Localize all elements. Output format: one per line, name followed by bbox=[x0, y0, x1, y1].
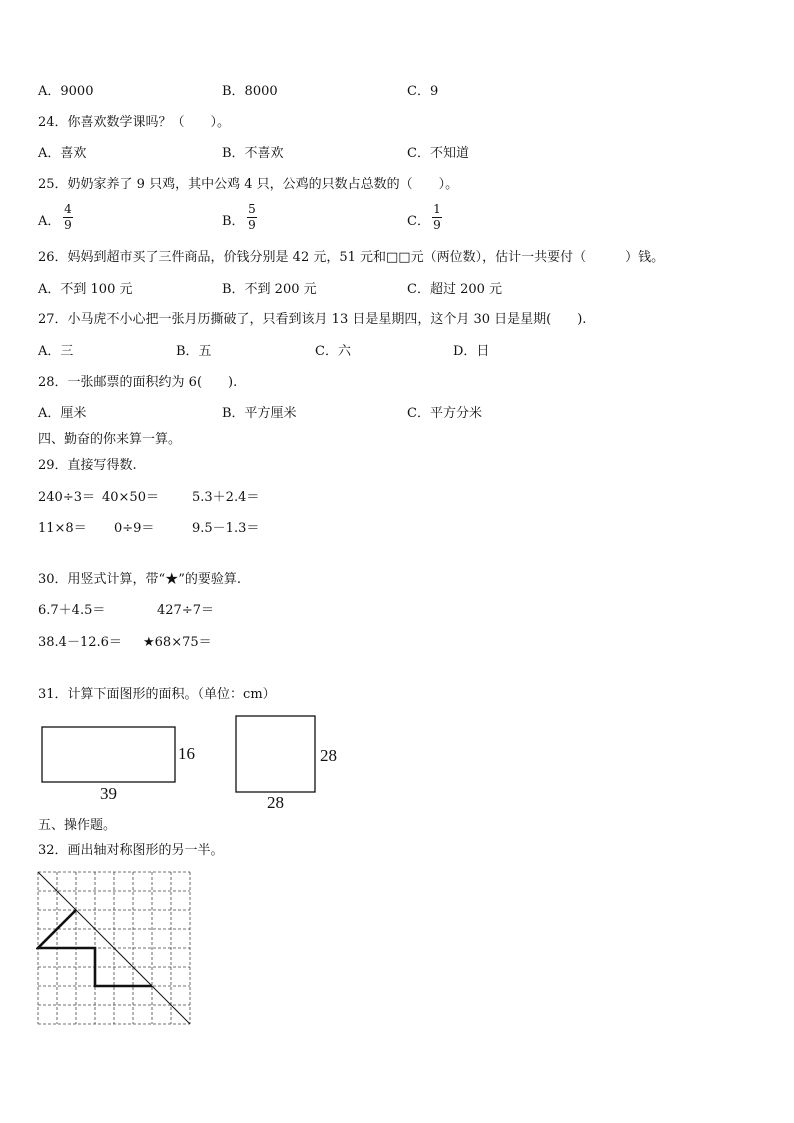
q28-option-a: A．厘米 bbox=[38, 406, 87, 421]
q27-option-c: C．六 bbox=[315, 344, 351, 359]
q31-square-height-label: 28 bbox=[320, 746, 337, 765]
q31-rectangle-figure bbox=[40, 726, 180, 786]
section-5-heading: 五、操作题。 bbox=[38, 818, 117, 833]
q27-option-b: B．五 bbox=[176, 344, 212, 359]
q25-option-a-fraction bbox=[63, 203, 73, 232]
denominator: 9 bbox=[64, 218, 72, 232]
q25-stem: 25．奶奶家养了 9 只鸡，其中公鸡 4 只，公鸡的只数占总数的（ ）。 bbox=[38, 177, 459, 192]
q26-option-a: A．不到 100 元 bbox=[38, 282, 133, 297]
q31-rectangle-width-label: 39 bbox=[100, 784, 117, 803]
q23-option-c: C．9 bbox=[407, 84, 439, 99]
q29-stem: 29．直接写得数. bbox=[38, 458, 137, 473]
q29-item-2: 40×50＝ bbox=[102, 490, 159, 505]
q28-stem: 28．一张邮票的面积约为 6( ). bbox=[38, 375, 238, 390]
q31-square-figure bbox=[234, 714, 318, 794]
q26-stem: 26．妈妈到超市买了三件商品，价钱分别是 42 元，51 元和□□元（两位数），估计一共要付（ ）钱。 bbox=[38, 250, 665, 265]
q30-stem: 30．用竖式计算，带“★”的要验算. bbox=[38, 572, 241, 587]
q30-item-1: 6.7＋4.5＝ bbox=[38, 603, 106, 618]
numerator: 5 bbox=[248, 202, 256, 216]
q29-item-4: 11×8＝ bbox=[38, 521, 87, 536]
q25-option-a-letter: A． bbox=[38, 214, 61, 229]
denominator: 9 bbox=[248, 218, 256, 232]
q32-symmetry-grid bbox=[36, 870, 192, 1026]
q29-item-5: 0÷9＝ bbox=[114, 521, 155, 536]
q31-stem: 31．计算下面图形的面积。（单位：cm） bbox=[38, 687, 276, 702]
q28-option-c: C．平方分米 bbox=[407, 406, 482, 421]
q32-stem: 32．画出轴对称图形的另一半。 bbox=[38, 843, 224, 858]
q30-item-2: 427÷7＝ bbox=[157, 603, 214, 618]
q24-stem: 24．你喜欢数学课吗？（ ）。 bbox=[38, 115, 231, 130]
q27-option-d: D．日 bbox=[453, 344, 490, 359]
q29-item-6: 9.5－1.3＝ bbox=[192, 521, 260, 536]
numerator: 4 bbox=[64, 202, 72, 216]
q31-rectangle-height-label: 16 bbox=[178, 744, 195, 763]
q31-square-width-label: 28 bbox=[267, 793, 284, 812]
q24-option-c: C．不知道 bbox=[407, 146, 469, 161]
q30-item-3: 38.4－12.6＝ bbox=[38, 635, 122, 650]
numerator: 1 bbox=[433, 202, 441, 216]
q29-item-3: 5.3＋2.4＝ bbox=[192, 490, 260, 505]
q26-option-b: B．不到 200 元 bbox=[222, 282, 317, 297]
q26-option-c: C．超过 200 元 bbox=[407, 282, 503, 297]
q25-option-c-fraction bbox=[432, 203, 442, 232]
q30-item-4: ★68×75＝ bbox=[143, 635, 212, 650]
q24-option-a: A．喜欢 bbox=[38, 146, 87, 161]
q23-option-a: A．9000 bbox=[38, 84, 94, 99]
q25-option-b-letter: B． bbox=[222, 214, 245, 229]
q29-item-1: 240÷3＝ bbox=[38, 490, 95, 505]
q25-option-b-fraction bbox=[247, 203, 257, 232]
q25-option-c-letter: C． bbox=[407, 214, 430, 229]
q27-option-a: A．三 bbox=[38, 344, 74, 359]
section-4-heading: 四、勤奋的你来算一算。 bbox=[38, 432, 182, 447]
q24-option-b: B．不喜欢 bbox=[222, 146, 284, 161]
q28-option-b: B．平方厘米 bbox=[222, 406, 297, 421]
q23-option-b: B．8000 bbox=[222, 84, 278, 99]
q27-stem: 27．小马虎不小心把一张月历撕破了，只看到该月 13 日是星期四，这个月 30 日是星期( ). bbox=[38, 312, 587, 327]
denominator: 9 bbox=[433, 218, 441, 232]
